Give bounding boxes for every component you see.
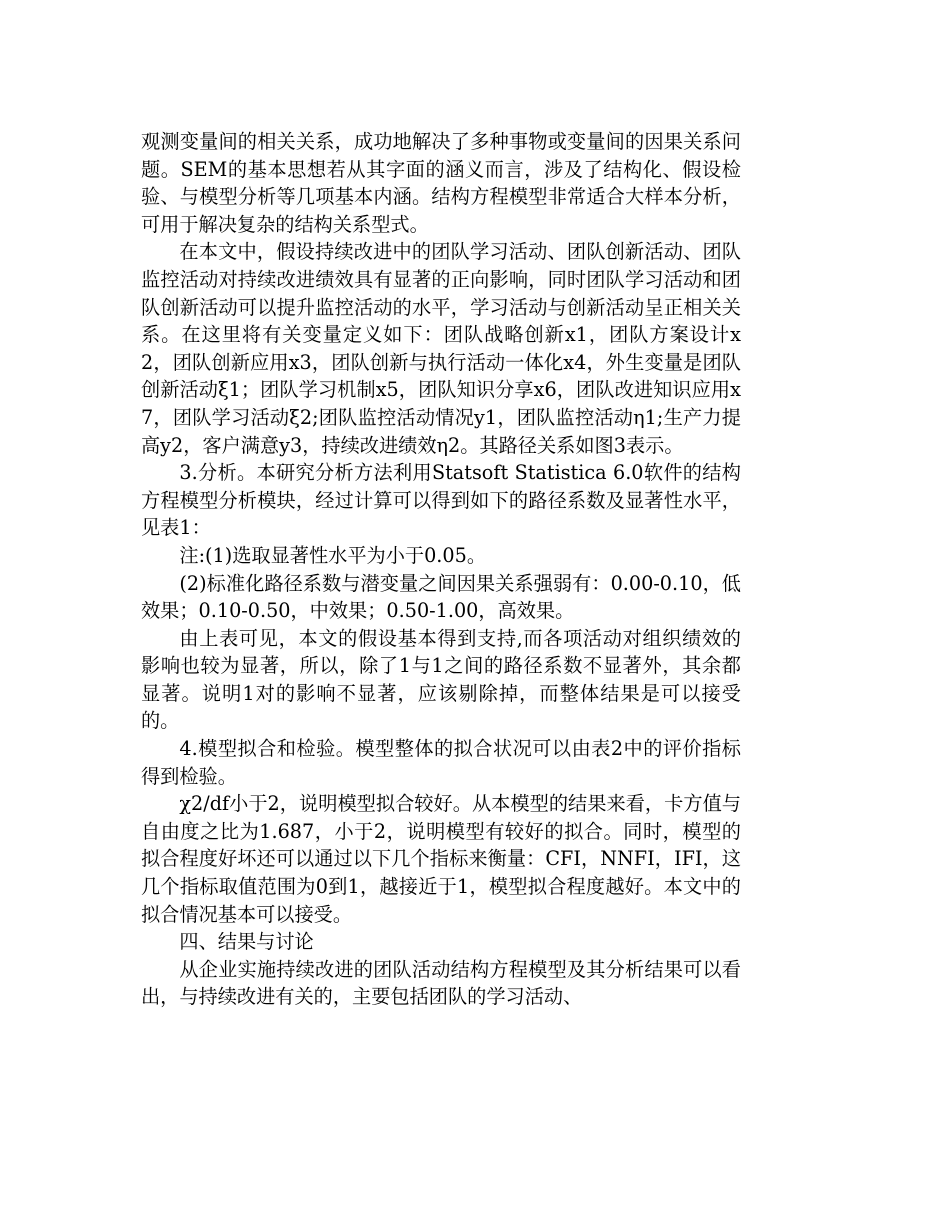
paragraph-results: 从企业实施持续改进的团队活动结构方程模型及其分析结果可以看出，与持续改进有关的，主要包括团队的学习活动、 [141,957,741,1009]
paragraph-table-conclusion: 由上表可见，本文的假设基本得到支持,而各项活动对组织绩效的影响也较为显著，所以，除了1与1之间的路径系数不显著外，其余都显著。说明1对的影响不显著，应该剔除掉，而整体结果是可以接受的。 [141,626,741,733]
paragraph-model-fit: 4.模型拟合和检验。模型整体的拟合状况可以由表2中的评价指标得到检验。 [141,737,741,788]
document-body [141,128,741,1011]
paragraph-note-1: 注:(1)选取显著性水平为小于0.05。 [179,543,487,567]
paragraph-analysis: 3.分析。本研究分析方法利用Statsoft Statistica 6.0软件的结构方程模型分析模块，经过计算可以得到如下的路径系数及显著性水平，见表1： [141,461,741,540]
paragraph-sem-intro: 观测变量间的相关关系，成功地解决了多种事物或变量间的因果关系问题。SEM的基本思想若从其字面的涵义而言，涉及了结构化、假设检验、与模型分析等几项基本内涵。结构方程模型非常适合大样本分析，可用于解决复杂的结构关系型式。 [141,130,741,236]
paragraph-hypothesis: 在本文中，假设持续改进中的团队学习活动、团队创新活动、团队监控活动对持续改进绩效具有显著的正向影响，同时团队学习活动和团队创新活动可以提升监控活动的水平，学习活动与创新活动呈正相关关系。在这里将有关变量定义如下：团队战略创新x1，团队方案设计x2，团队创新应用x3，团队创新与执行活动一体化x4，外生变量是团队创新活动ξ1；团队学习机制x5，团队知识分享x6，团队改进知识应用x7，团队学习活动ξ2;团队监控活动情况y1，团队监控活动η1;生产力提高y2，客户满意y3，持续改进绩效η2。其路径关系如图3表示。 [141,240,741,457]
paragraph-chi-square: χ2/df小于2，说明模型拟合较好。从本模型的结果来看，卡方值与自由度之比为1.687，小于2，说明模型有较好的拟合。同时，模型的拟合程度好坏还可以通过以下几个指标来衡量：CFI，NNFI，IFI，这几个指标取值范围为0到1，越接近于1，模型拟合程度越好。本文中的拟合情况基本可以接受。 [141,792,741,926]
section-heading-results: 四、结果与讨论 [179,930,314,954]
paragraph-note-2: (2)标准化路径系数与潜变量之间因果关系强弱有：0.00-0.10，低效果；0.10-0.50，中效果；0.50-1.00，高效果。 [141,571,741,623]
